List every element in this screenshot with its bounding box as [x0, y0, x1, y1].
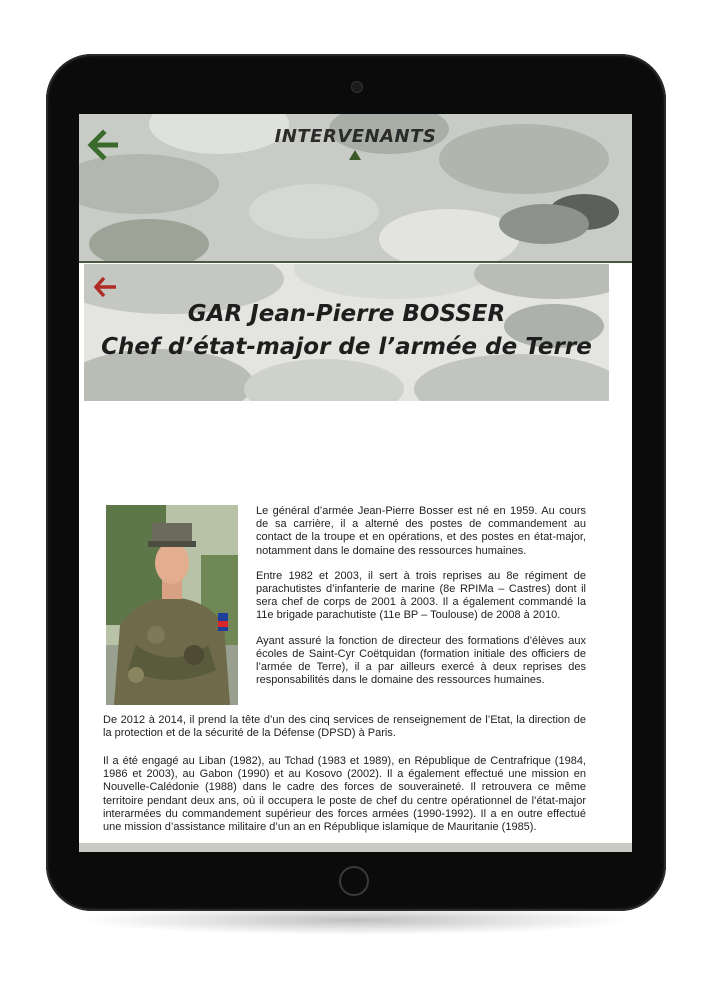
current-page-marker [349, 150, 361, 160]
top-header [79, 114, 632, 263]
speaker-title [84, 298, 609, 364]
bio-intro-column [256, 505, 586, 699]
bio-paragraph: De 2012 à 2014, il prend la tête d’un des cinq services de renseignement de l’Etat, la direction de la protection et de la sécurité de la Défense (DPSD) à Paris. [103, 714, 586, 740]
portrait-photo [106, 505, 238, 705]
speaker-role: Chef d’état-major de l’armée de Terre [101, 334, 592, 360]
banner-back-button[interactable] [92, 274, 118, 300]
bio-paragraph: Ayant assuré la fonction de directeur des formations d’élèves aux écoles de Saint-Cyr Coëtquidan (formation initiale des officiers de l’armée de Terre), il a par ailleurs exercé à deux reprises des responsabilités dans le domaine des ressources humaines. [256, 634, 586, 687]
bio-paragraph: Il a été engagé au Liban (1982), au Tchad (1983 et 1989), en République de Centrafrique (1984, 1986 et 2003), au Gabon (1990) et au Kosovo (2002). Il a également effectué une mission en Nouvelle-Calédonie (1988) dans le cadre des forces de souveraineté. Il retrouvera ce même territoire pendant deux ans, où il occupera le poste de chef du centre opérationnel de l’état-major interarmées du commandement supérieur des forces armées (1990-1992). Il a en outre effectué une mission d’assistance militaire d’un an en République islamique de Mauritanie (1985). [103, 755, 586, 834]
arrow-left-icon [92, 274, 118, 300]
camera-icon [351, 81, 363, 93]
home-button[interactable] [339, 866, 369, 896]
page-title: INTERVENANTS [274, 126, 437, 147]
bottom-strip [79, 843, 632, 852]
speaker-banner [84, 264, 609, 401]
bio-paragraph: Le général d’armée Jean-Pierre Bosser est né en 1959. Au cours de sa carrière, il a alterné des postes de commandement au contact de la troupe et en opérations, et des postes en état-major, notamment dans le domaine des ressources humaines. [256, 505, 586, 557]
app-screen [79, 114, 632, 852]
bio-paragraph: Entre 1982 et 2003, il sert à trois reprises au 8e régiment de parachutistes d’infanterie de marine (8e RPIMa – Castres) dont il sera chef de corps de 2001 à 2003. Il a également commandé la 11e brigade parachutiste (11e BP – Toulouse) de 2008 à 2010. [256, 569, 586, 622]
speaker-name: GAR Jean-Pierre BOSSER [187, 301, 506, 327]
